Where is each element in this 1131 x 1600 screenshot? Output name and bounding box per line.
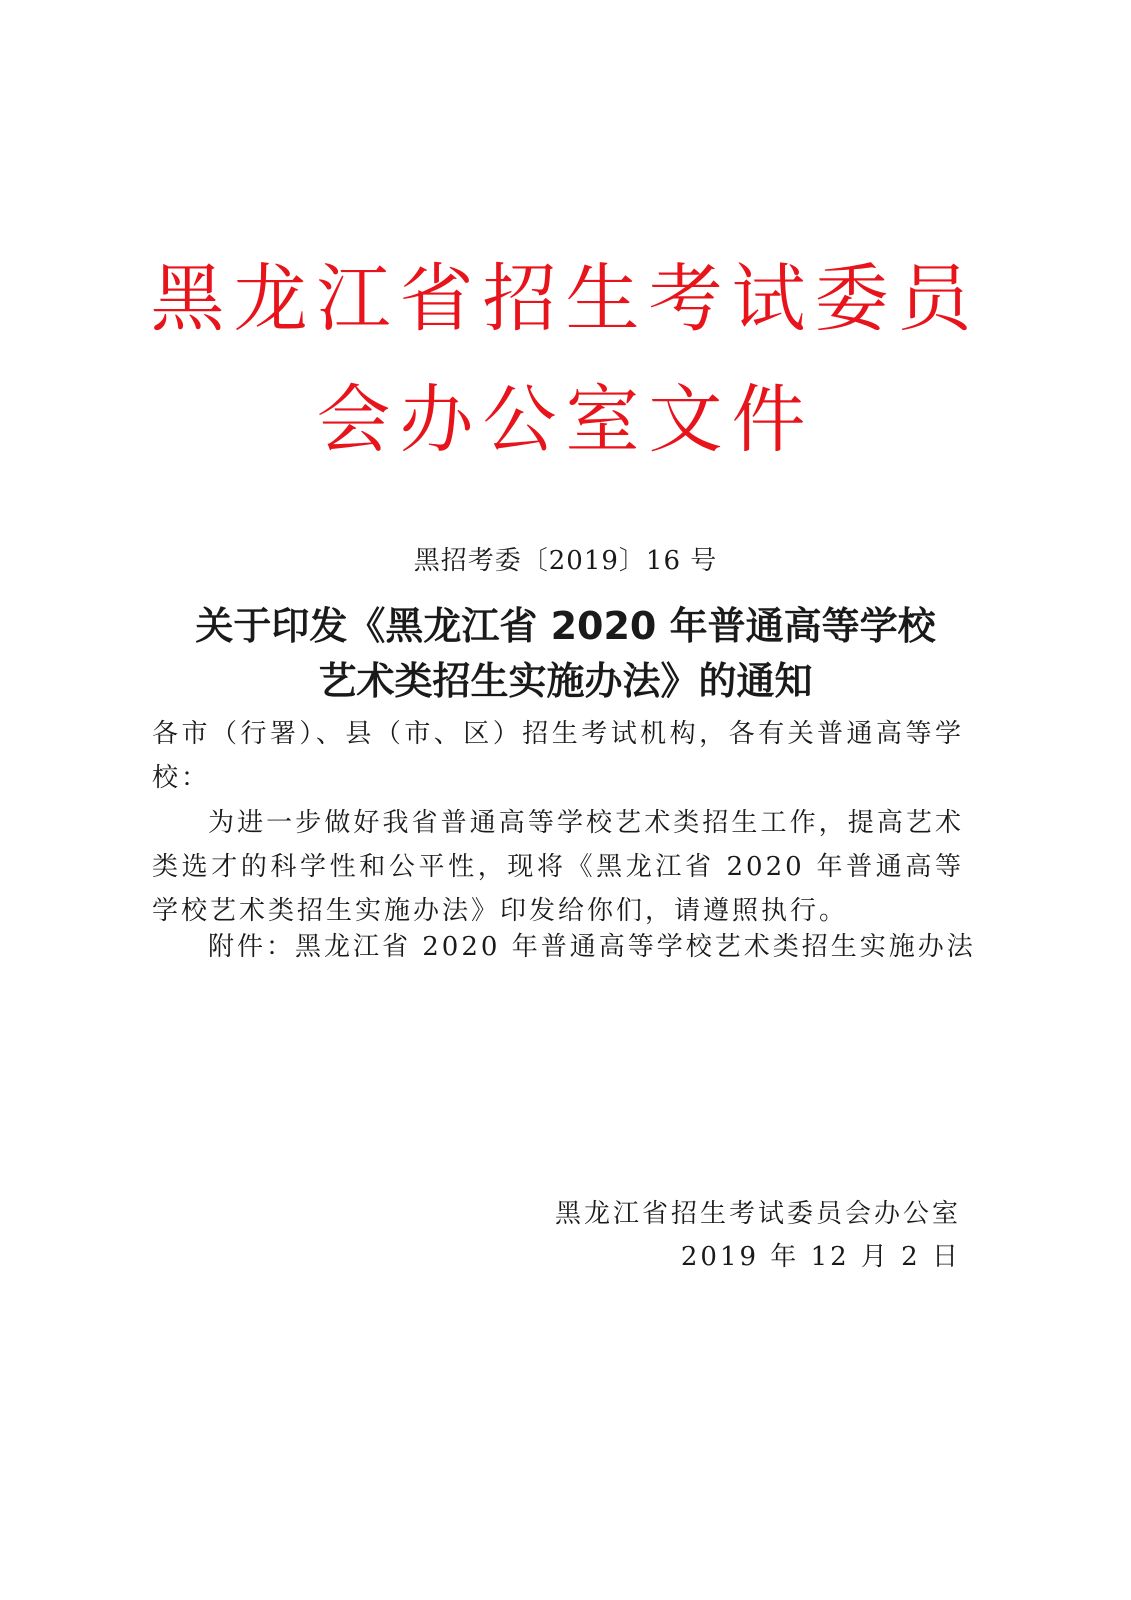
signature-date: 2019 年 12 月 2 日 [680,1242,961,1272]
letterhead-line-2: 会办公室文件 [316,377,815,463]
signature-organization: 黑龙江省招生考试委员会办公室 [554,1199,961,1229]
letterhead-line-1: 黑龙江省招生考试委员 [150,256,981,342]
document-title-line-2: 艺术类招生实施办法》的通知 [318,659,813,703]
attachment-line: 附件：黑龙江省 2020 年普通高等学校艺术类招生实施办法 [208,932,976,962]
document-number: 黑招考委〔2019〕16 号 [413,546,718,576]
body-paragraph: 为进一步做好我省普通高等学校艺术类招生工作，提高艺术类选才的科学性和公平性，现将《黑龙江省 2020 年普通高等学校艺术类招生实施办法》印发给你们，请遵照执行。 [152,808,964,926]
document-title-line-1: 关于印发《黑龙江省 2020 年普通高等学校 [195,604,936,648]
addressee: 各市（行署）、县（市、区）招生考试机构，各有关普通高等学校： [152,719,964,793]
